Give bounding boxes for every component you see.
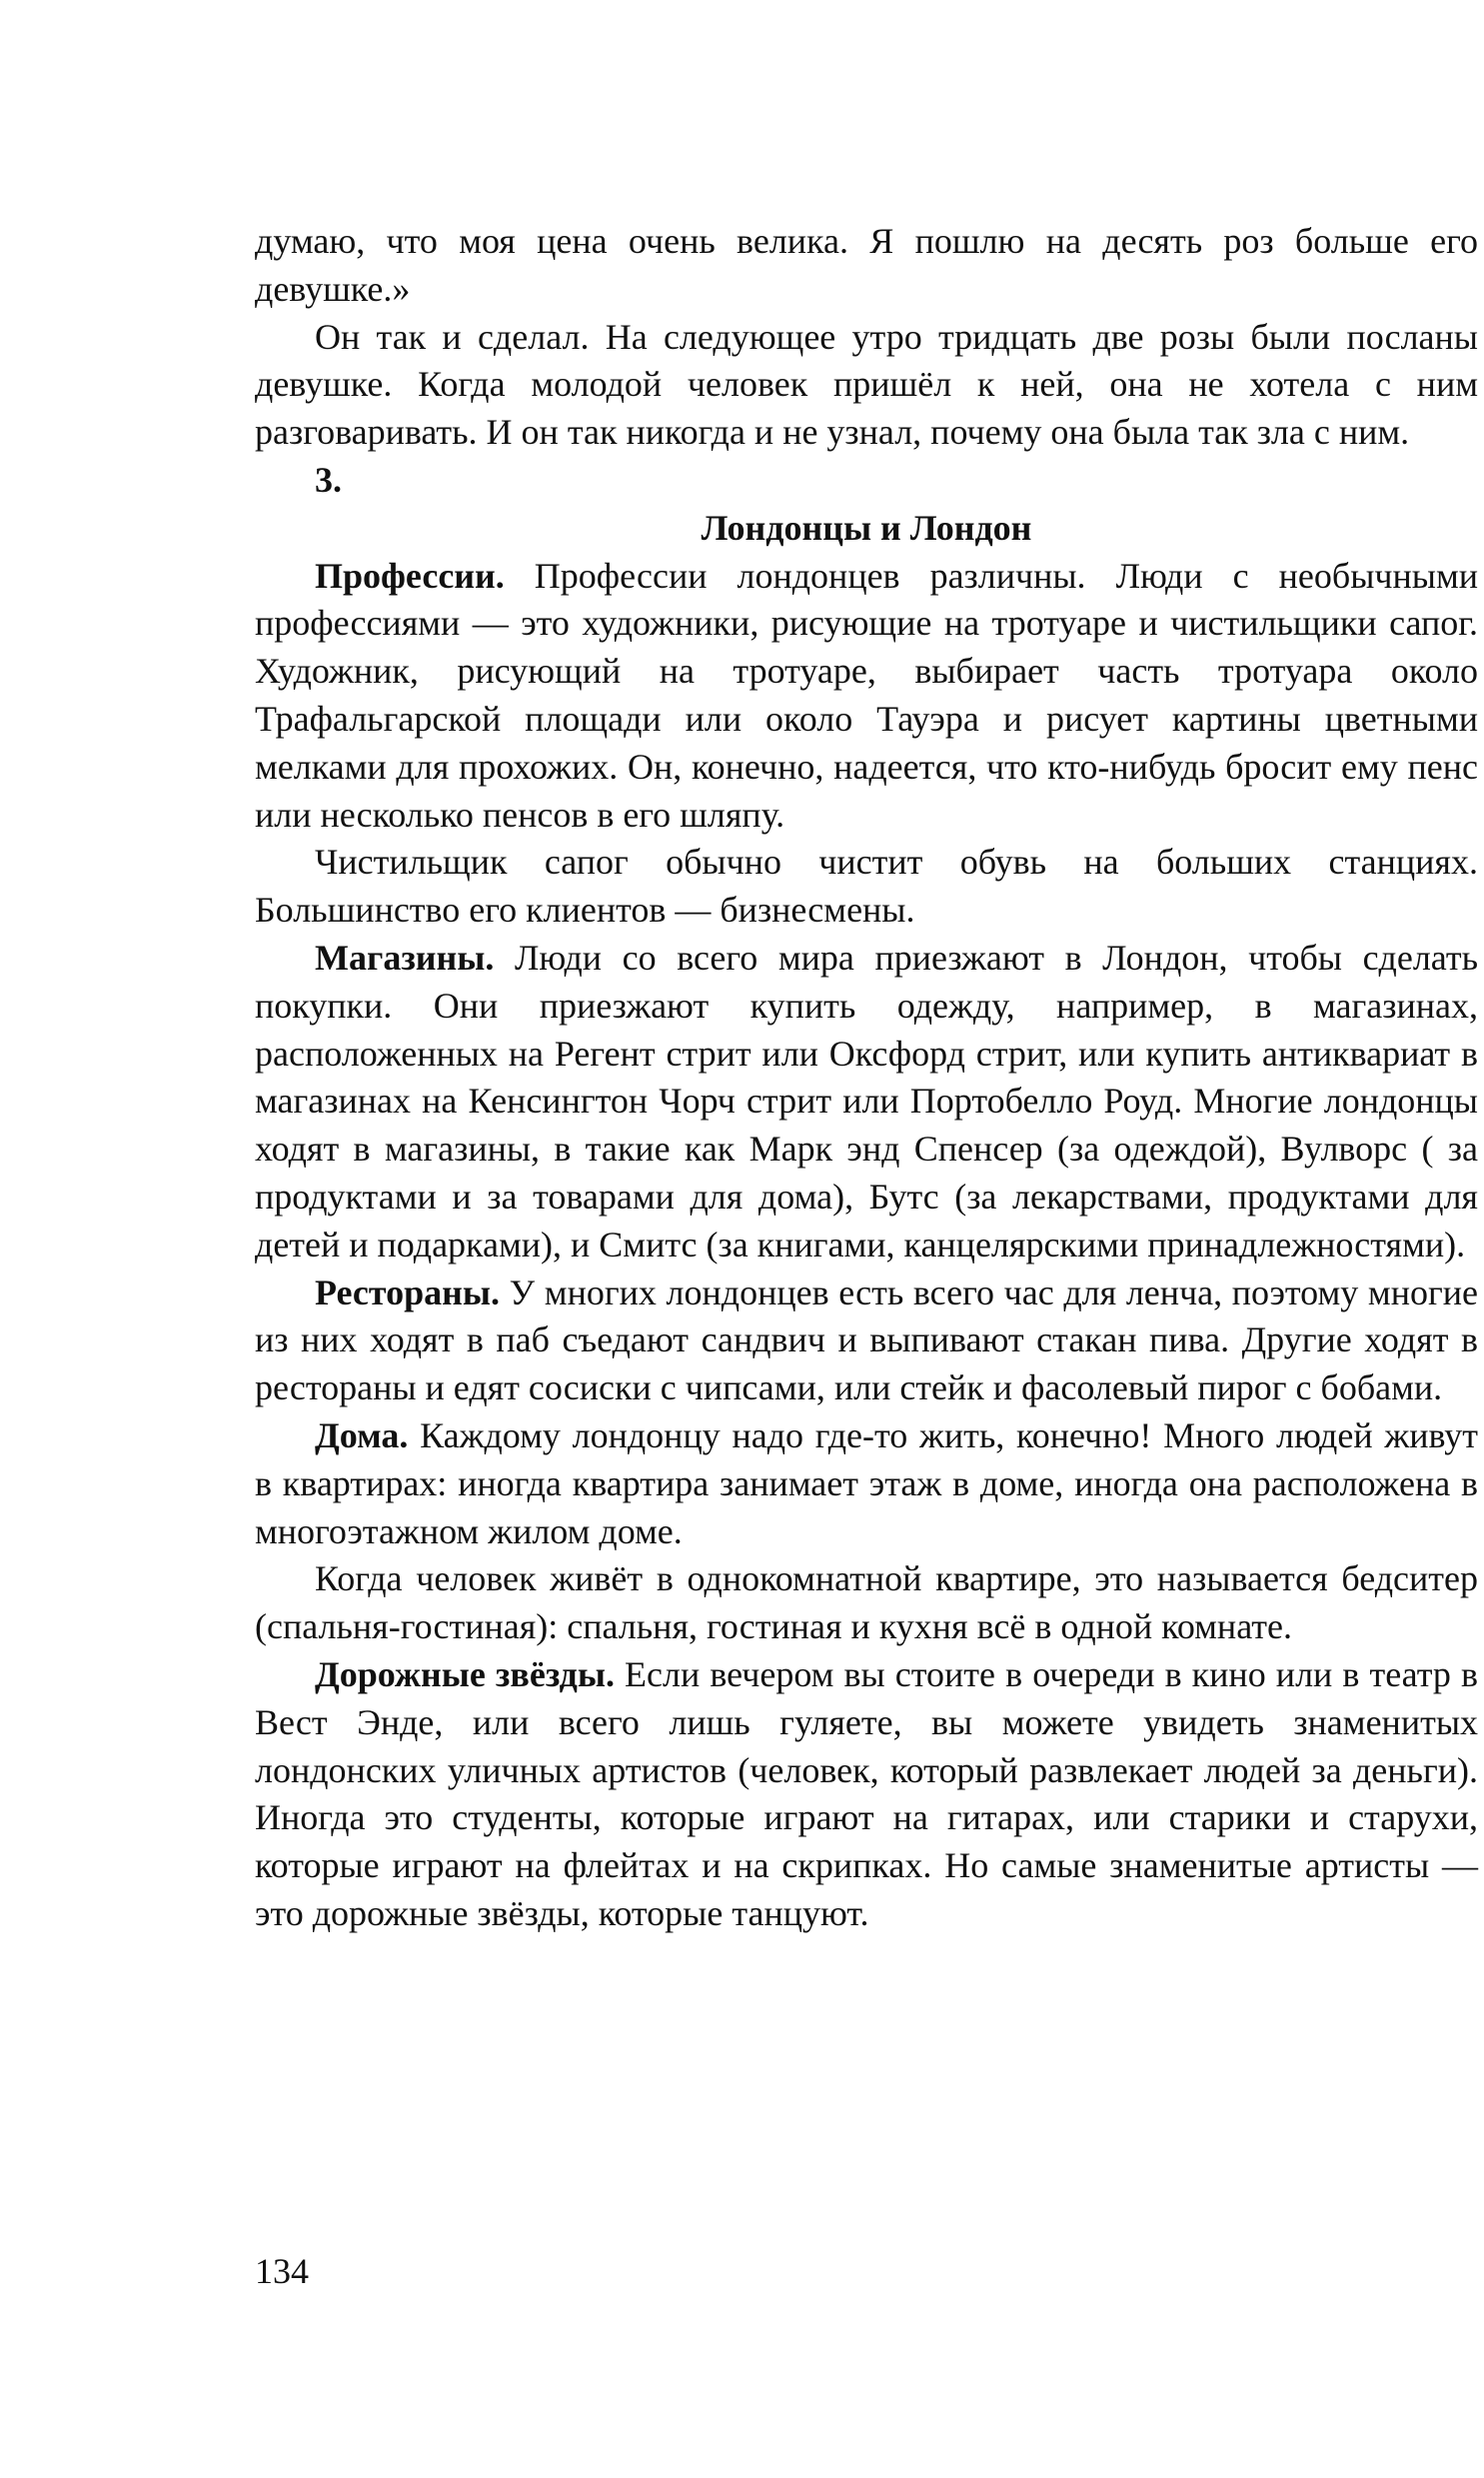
paragraph-professions — [255, 553, 1478, 840]
page-text — [255, 218, 1478, 1938]
paragraph-keyword: Дома. — [315, 1414, 409, 1455]
continuation-paragraph: думаю, что моя цена очень велика. Я пошлю на десять роз больше его девушке.» — [255, 221, 1478, 309]
paragraph-bedsitter — [255, 1555, 1478, 1651]
paragraph-text: Профессии лондонцев различны. Люди с необычными профессиями — это художники, рисующие на тротуаре и чистильщики сапог. Художник, рисующий на тротуаре, выбирает часть тротуара около Трафальгарской площади или около Тауэра и рисует картины цветными мелками для прохожих. Он, конечно, надеется, что кто-нибудь бросит ему пенс или несколько пенсов в его шляпу. — [255, 555, 1478, 835]
paragraph-shoe-cleaner — [255, 839, 1478, 935]
paragraph-keyword: Магазины. — [315, 937, 495, 978]
continuation-paragraph-2: Он так и сделал. На следующее утро тридцать две розы были посланы девушке. Когда молодой человек пришёл к ней, она не хотела с ним разговаривать. И он так никогда и не узнал, почему она была так зла с ним. — [255, 316, 1478, 453]
paragraph-street-stars — [255, 1651, 1478, 1938]
paragraph-keyword: Рестораны. — [315, 1271, 500, 1312]
section-title: Лондонцы и Лондон — [701, 507, 1032, 548]
paragraph-text: Люди со всего мира приезжают в Лондон, чтобы сделать покупки. Они приезжают купить одежду, например, в магазинах, расположенных на Регент стрит или Оксфорд стрит, или купить антиквариат в магазинах на Кенсингтон Чорч стрит или Портобелло Роуд. Многие лондонцы ходят в магазины, в такие как Марк энд Спенсер (за одеждой), Вулворс ( за продуктами и за товарами для дома), Бутс (за лекарствами, продуктами для детей и подарками), и Смитс (за книгами, канцелярскими принадлежностями). — [255, 937, 1478, 1264]
paragraph-text: Каждому лондонцу надо где-то жить, конечно! Много людей живут в квартирах: иногда квартира занимает этаж в доме, иногда она расположена в многоэтажном жилом доме. — [255, 1414, 1478, 1551]
paragraph-shops — [255, 935, 1478, 1269]
paragraph-homes — [255, 1412, 1478, 1555]
page-number: 134 — [255, 2251, 309, 2291]
paragraph-text: Если вечером вы стоите в очереди в кино или в театр в Вест Энде, или всего лишь гуляете, вы можете увидеть знаменитых лондонских уличных артистов (человек, который развлекает людей за деньги). Иногда это студенты, которые играют на гитарах, или старики и старухи, которые играют на флейтах и на скрипках. Но самые знаменитые артисты — это дорожные звёзды, которые танцуют. — [255, 1653, 1478, 1933]
section-number: 3. — [315, 459, 342, 500]
paragraph-keyword: Профессии. — [315, 555, 505, 596]
paragraph-text: Когда человек живёт в однокомнатной квартире, это называется бедситер (спальня-гостиная): спальня, гостиная и кухня всё в одной комнате. — [255, 1558, 1478, 1647]
paragraph-keyword: Дорожные звёзды. — [315, 1653, 615, 1694]
paragraph-text: У многих лондонцев есть всего час для ленча, поэтому многие из них ходят в паб съедают сандвич и выпивают стакан пива. Другие ходят в рестораны и едят сосиски с чипсами, или стейк и фасолевый пирог с бобами. — [255, 1271, 1478, 1408]
paragraph-text: Чистильщик сапог обычно чистит обувь на больших станциях. Большинство его клиентов — бизнесмены. — [255, 842, 1478, 931]
paragraph-restaurants — [255, 1269, 1478, 1412]
